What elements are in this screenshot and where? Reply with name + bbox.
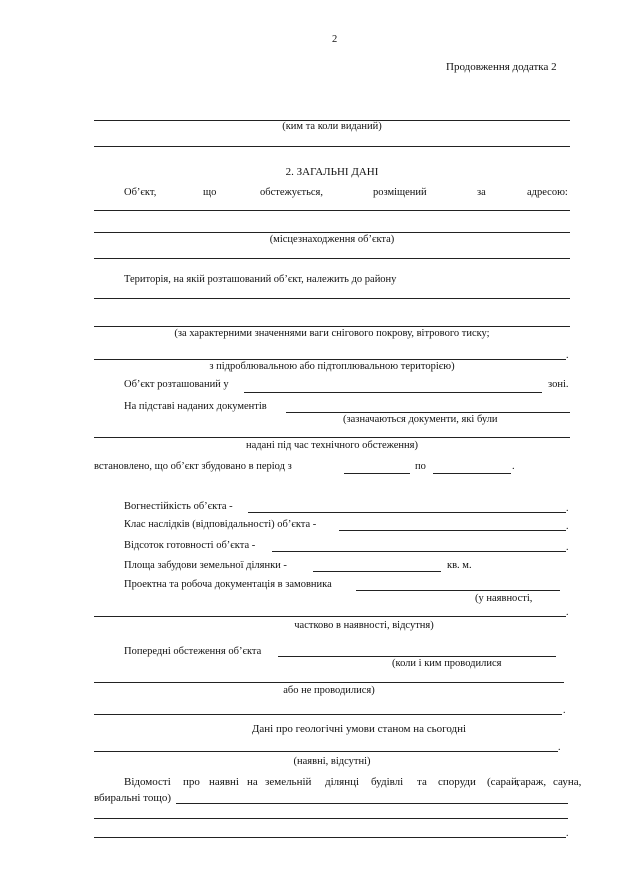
period-label: встановлено, що об’єкт збудовано в період з [94,461,292,472]
period-from-field[interactable] [344,473,410,474]
territory-hint-2: з підроблювальною або підтоплювальною територією) [209,361,455,372]
previous-hint-1: (коли і ким проводилися [392,658,502,669]
buildings-word: про [183,776,200,788]
buildings-word: та [417,776,427,788]
previous-line-3[interactable] [94,714,562,715]
documents-line-2[interactable] [94,437,570,438]
buildings-field-2[interactable] [94,818,568,819]
buildings-word: наявні [209,776,239,788]
continuation-label: Продовження додатка 2 [446,61,557,73]
zone-field[interactable] [244,392,542,393]
issued-by-hint: (ким та коли виданий) [282,121,382,132]
area-unit: кв. м. [447,560,472,571]
address-word: Об’єкт, [124,187,157,198]
buildings-word: на [247,776,258,788]
address-line-1[interactable] [94,210,570,211]
line-end-dot: . [566,503,569,514]
zone-suffix: зоні. [548,379,569,390]
period-to-label: по [415,461,426,472]
fire-label: Вогнестійкість об’єкта - [124,501,233,512]
buildings-field-3[interactable] [94,837,566,838]
buildings-word: будівлі [371,776,404,788]
previous-label: Попередні обстеження об’єкта [124,646,262,657]
geology-title: Дані про геологічні умови станом на сьогодні [251,723,467,735]
issued-by-line-2[interactable] [94,146,570,147]
buildings-word: ділянці [325,776,360,788]
territory-line-1[interactable] [94,298,570,299]
project-docs-line-2[interactable] [94,616,566,617]
address-word: адресою: [527,187,568,198]
geology-hint: (наявні, відсутні) [293,756,371,767]
consequence-field[interactable] [339,530,566,531]
address-hint: (місцезнаходження об’єкта) [269,234,395,245]
buildings-word: гараж, [516,776,547,788]
documents-hint-1: (зазначаються документи, які були [343,414,498,425]
previous-field[interactable] [278,656,556,657]
readiness-label: Відсоток готовності об’єкта - [124,540,256,551]
readiness-field[interactable] [272,551,566,552]
address-word: обстежується, [260,187,324,198]
project-docs-hint-2: частково в наявності, відсутня) [294,620,434,631]
project-docs-hint-1: (у наявності, [475,593,533,604]
documents-label: На підставі наданих документів [124,401,267,412]
buildings-word: (сарай, [487,776,520,788]
address-line-3[interactable] [94,258,570,259]
address-word: розміщений [373,187,427,198]
territory-line-3[interactable] [94,359,566,360]
consequence-label: Клас наслідків (відповідальності) об’єкта - [124,519,317,530]
documents-field[interactable] [286,412,570,413]
fire-field[interactable] [248,512,566,513]
project-docs-field[interactable] [356,590,560,591]
line-end-dot: . [566,350,569,361]
previous-line-2[interactable] [94,682,564,683]
buildings-word: земельній [265,776,312,788]
line-end-dot: . [566,828,569,839]
previous-hint-2: або не проводилися) [283,685,375,696]
period-to-field[interactable] [433,473,511,474]
geology-field[interactable] [94,751,558,752]
address-word: що [203,187,217,198]
address-word: за [477,187,486,198]
page-number: 2 [332,34,338,45]
area-field[interactable] [313,571,441,572]
buildings-word: споруди [438,776,476,788]
zone-label: Об’єкт розташований у [124,379,229,390]
buildings-field-1[interactable] [176,803,568,804]
territory-label: Територія, на якій розташований об’єкт, належить до району [124,274,397,285]
documents-hint-2: надані під час технічного обстеження) [246,440,418,451]
period-end: . [512,461,515,472]
buildings-word: Відомості [124,776,171,788]
section-title: 2. ЗАГАЛЬНІ ДАНІ [285,166,379,178]
line-end-dot: . [566,542,569,553]
territory-line-2[interactable] [94,326,570,327]
address-line-2[interactable] [94,232,570,233]
line-end-dot: . [566,521,569,532]
project-docs-label: Проектна та робоча документація в замовника [124,579,332,590]
buildings-line-2-label: вбиральні тощо) [94,792,172,804]
area-label: Площа забудови земельної ділянки - [124,560,287,571]
line-end-dot: . [566,607,569,618]
line-end-dot: . [558,742,561,753]
line-end-dot: . [563,705,566,716]
territory-hint-1: (за характерними значеннями ваги снігового покрову, вітрового тиску; [174,328,490,339]
buildings-word: сауна, [553,776,582,788]
